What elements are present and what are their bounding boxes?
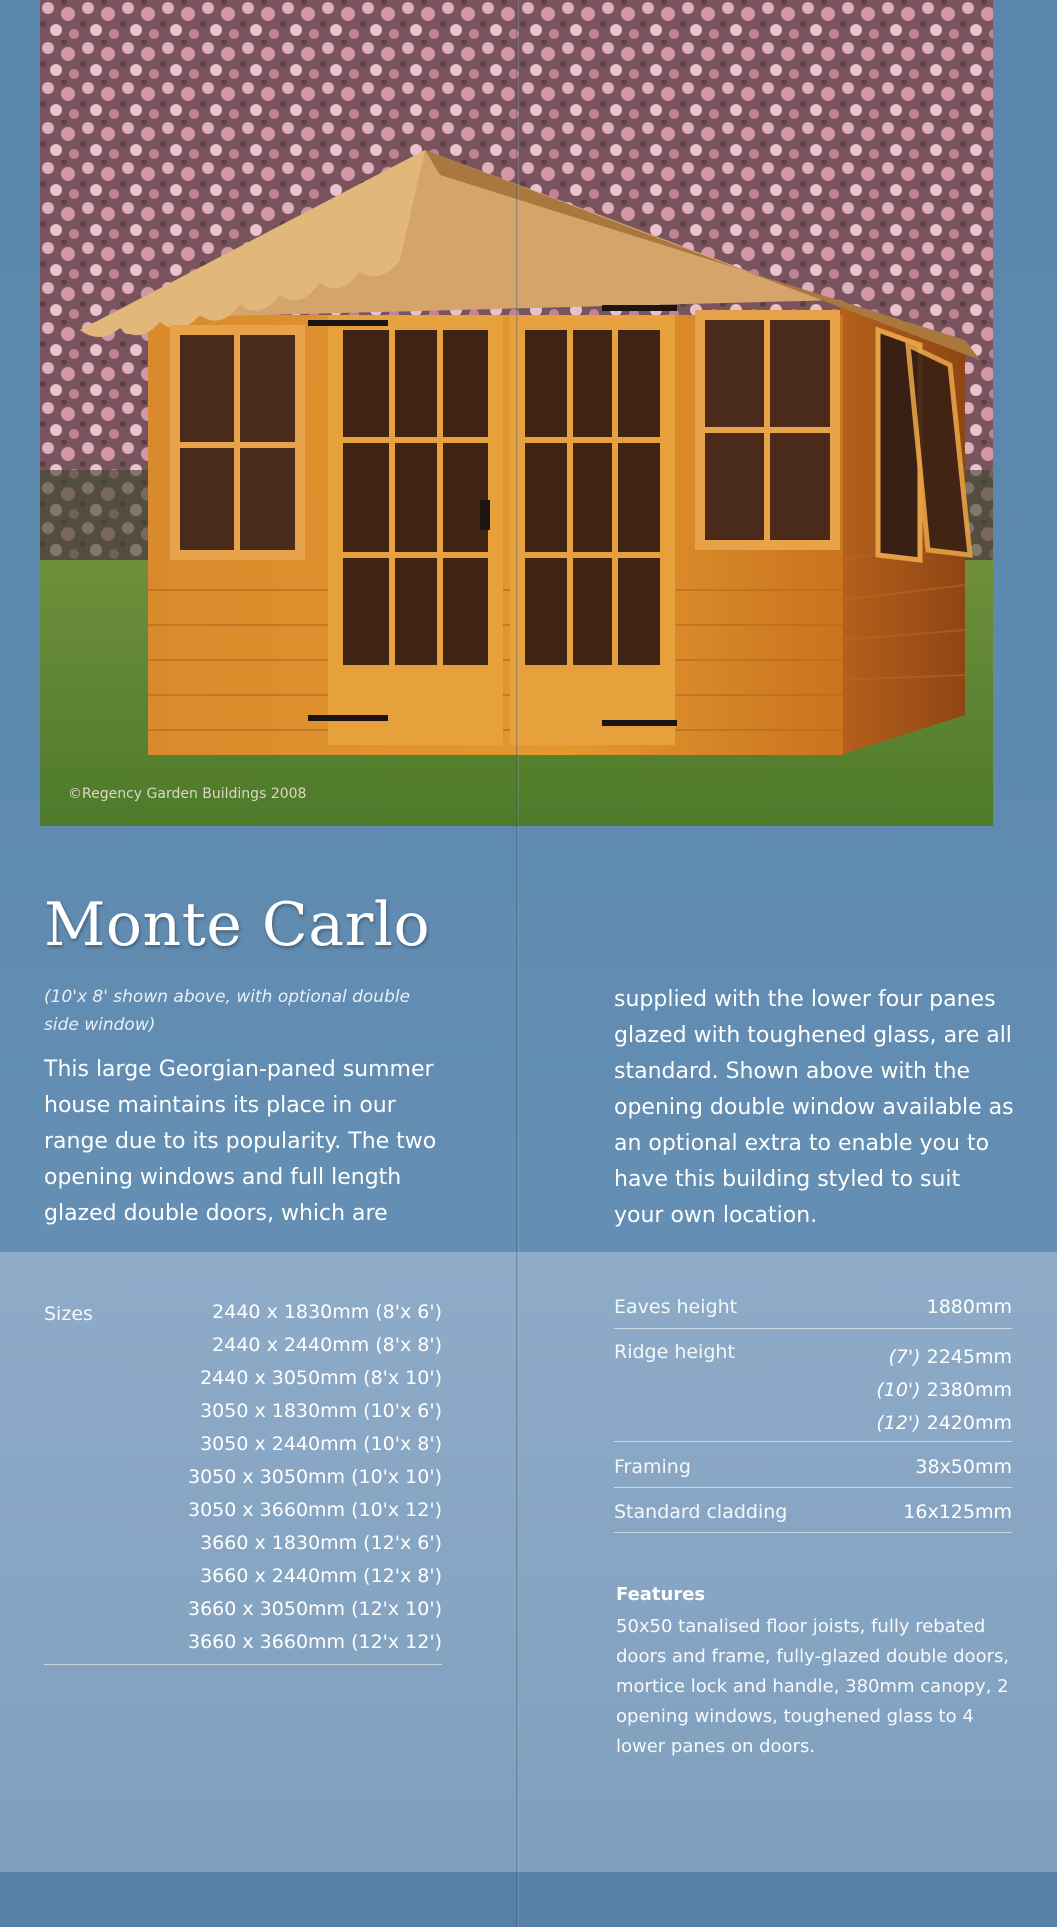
page-fold bbox=[516, 0, 519, 1927]
sizes-label: Sizes bbox=[44, 1303, 93, 1325]
size-item: 3050 x 3050mm (10'x 10') bbox=[188, 1466, 442, 1488]
spec-eaves-height bbox=[614, 1296, 1012, 1318]
size-item: 3050 x 3660mm (10'x 12') bbox=[188, 1499, 442, 1521]
spec-divider bbox=[614, 1328, 1012, 1329]
ridge-value: 2420mm bbox=[926, 1412, 1012, 1434]
ridge-value-row bbox=[876, 1374, 1012, 1407]
size-item: 3050 x 1830mm (10'x 6') bbox=[200, 1400, 442, 1422]
spec-value: 16x125mm bbox=[903, 1501, 1012, 1523]
sizes-divider bbox=[44, 1664, 442, 1665]
ridge-values bbox=[876, 1341, 1012, 1440]
ridge-value-row bbox=[876, 1341, 1012, 1374]
size-item: 3660 x 3660mm (12'x 12') bbox=[188, 1631, 442, 1653]
spec-divider bbox=[614, 1487, 1012, 1488]
size-item: 3050 x 2440mm (10'x 8') bbox=[200, 1433, 442, 1455]
spec-label: Ridge height bbox=[614, 1341, 735, 1363]
features-text: 50x50 tanalised floor joists, fully rebated doors and frame, fully-glazed double doors, mortice lock and handle, 380mm canopy, 2 opening windows, toughened glass to 4 lower panes on doors. bbox=[616, 1616, 1010, 1757]
spec-label: Eaves height bbox=[614, 1296, 738, 1318]
spec-ridge-height bbox=[614, 1341, 1012, 1440]
spec-divider bbox=[614, 1441, 1012, 1442]
sizes-list bbox=[140, 1296, 442, 1659]
ridge-value: 2380mm bbox=[926, 1379, 1012, 1401]
footer-band bbox=[0, 1872, 1057, 1927]
ridge-size: (7') bbox=[888, 1346, 921, 1368]
spec-cladding bbox=[614, 1501, 1012, 1523]
spec-label: Standard cladding bbox=[614, 1501, 788, 1523]
spec-divider bbox=[614, 1532, 1012, 1533]
size-item: 2440 x 1830mm (8'x 6') bbox=[212, 1301, 442, 1323]
description-left: This large Georgian-paned summer house maintains its place in our range due to its popularity. The two opening windows and full length glazed double doors, which are bbox=[44, 1057, 437, 1226]
size-item: 2440 x 3050mm (8'x 10') bbox=[200, 1367, 442, 1389]
photo-caption: (10'x 8' shown above, with optional double side window) bbox=[44, 987, 411, 1035]
size-item: 3660 x 1830mm (12'x 6') bbox=[200, 1532, 442, 1554]
ridge-size: (12') bbox=[876, 1412, 921, 1434]
ridge-size: (10') bbox=[876, 1379, 921, 1401]
spec-value: 1880mm bbox=[926, 1296, 1012, 1318]
size-item: 3660 x 2440mm (12'x 8') bbox=[200, 1565, 442, 1587]
description-right: supplied with the lower four panes glazed with toughened glass, are all standard. Shown above with the opening double window available as an optional extra to enable you to have this building styled to suit your own location. bbox=[614, 987, 1014, 1228]
product-title: Monte Carlo bbox=[44, 890, 431, 960]
spec-value: 38x50mm bbox=[915, 1456, 1012, 1478]
size-item: 3660 x 3050mm (12'x 10') bbox=[188, 1598, 442, 1620]
ridge-value-row bbox=[876, 1407, 1012, 1440]
spec-label: Framing bbox=[614, 1456, 691, 1478]
spec-framing bbox=[614, 1456, 1012, 1478]
ridge-value: 2245mm bbox=[926, 1346, 1012, 1368]
photo-copyright: ©Regency Garden Buildings 2008 bbox=[68, 786, 307, 802]
size-item: 2440 x 2440mm (8'x 8') bbox=[212, 1334, 442, 1356]
features-heading: Features bbox=[616, 1584, 706, 1605]
